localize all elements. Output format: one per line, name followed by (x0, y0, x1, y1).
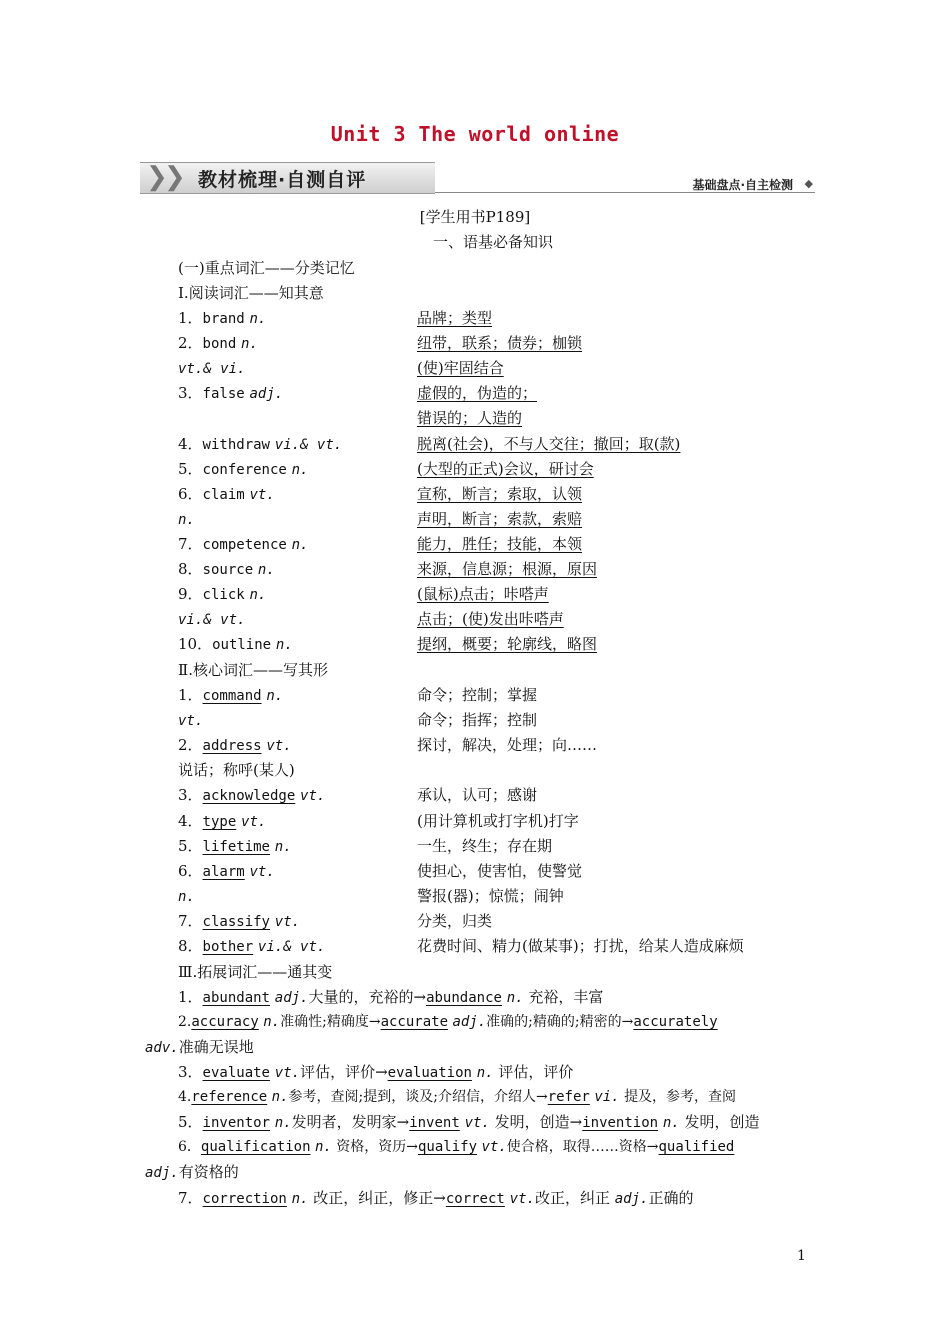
vocab-term (178, 607, 245, 632)
word: claim (202, 486, 245, 503)
part-of-speech: n. (275, 637, 293, 654)
part-of-speech: vt. (249, 486, 275, 503)
meaning: 提纲，概要；轮廓线，略图 (417, 635, 598, 654)
word: accuracy (191, 1014, 259, 1030)
vocab-row (0, 884, 950, 908)
extend-line-2: 2.accuracy n.准确性;精确度→accurate adj.准确的;精确的;精密的→accurately (178, 1014, 718, 1030)
vocab-row (0, 582, 950, 606)
part-of-speech: adj. (249, 386, 284, 403)
vocab-term: 6．alarm vt. (178, 861, 275, 880)
word: refer (547, 1089, 590, 1105)
part-of-speech: n. (249, 311, 267, 327)
diamond-icon: ◆ (804, 177, 813, 190)
part-of-speech: n. (249, 587, 267, 604)
vocab-term: 1．brand n. (178, 309, 267, 327)
banner-title: 教材梳理·自测自评 (198, 169, 367, 191)
vocab-term (178, 884, 195, 909)
chevron-right-icon: ❯ (164, 162, 186, 192)
book-reference: [学生用书P189] (419, 208, 531, 226)
section-banner (140, 160, 815, 194)
word: command (202, 688, 262, 704)
word: correct (445, 1191, 505, 1207)
word: correction (202, 1191, 287, 1207)
vocab-term: 3．false adj. (178, 384, 284, 403)
vocab-term: 3．acknowledge vt. (178, 786, 326, 805)
banner-subtitle: 基础盘点·自主检测 (692, 178, 793, 192)
meaning: 点击；(使)发出咔嗒声 (417, 610, 564, 629)
word: outline (212, 637, 272, 654)
meaning: 宣称，断言；索取，认领 (417, 484, 583, 503)
page-number: 1 (797, 1248, 806, 1264)
meaning: (用计算机或打字机)打字 (417, 811, 579, 830)
vocab-term: 7．classify vt. (178, 911, 301, 930)
vocab-term: 5．conference n. (178, 459, 309, 478)
vocab-row (0, 406, 950, 430)
vocab-row (0, 381, 950, 405)
vocab-row (0, 783, 950, 807)
vocab-term (178, 708, 203, 733)
word: invent (409, 1115, 460, 1131)
word: bond (202, 336, 237, 353)
part-of-speech: n. (241, 336, 258, 353)
vocab-term (178, 356, 245, 381)
part-of-speech: vt. (178, 713, 204, 730)
vocab-row (0, 909, 950, 933)
vocab-term: 8．source n. (178, 560, 275, 578)
vocab-row (0, 809, 950, 833)
meaning: (大型的正式)会议，研讨会 (417, 459, 594, 478)
part-of-speech: vi.& vt. (178, 612, 246, 629)
vocab-row (0, 432, 950, 456)
extend-line-7: 7．correction n. 改正，纠正，修正→correct vt.改正，纠正 adj.正确的 (178, 1189, 694, 1207)
meaning: 命令；指挥；控制 (417, 711, 538, 730)
extend-heading: Ⅲ.拓展词汇——通其变 (178, 963, 333, 981)
part-of-speech: vt. (300, 788, 326, 805)
extend-line-6-cont: adj.有资格的 (145, 1163, 239, 1181)
meaning: 警报(器)；惊慌；闹钟 (417, 886, 564, 905)
extend-line-2-cont: adv.准确无误地 (145, 1038, 254, 1056)
vocab-row (0, 934, 950, 958)
vocab-row (0, 708, 950, 732)
word: abundance (426, 990, 502, 1006)
word: acknowledge (202, 788, 296, 805)
vocab-row (0, 532, 950, 556)
meaning: (使)牢固结合 (417, 359, 504, 378)
part-of-speech: n. (178, 511, 195, 528)
word: competence (202, 536, 287, 553)
meaning: 一生，终生；存在期 (417, 836, 553, 855)
vocab-row (0, 306, 950, 330)
meaning: 声明，断言；索款，索赔 (417, 509, 583, 528)
vocab-term: 8．bother vi.& vt. (178, 937, 326, 955)
meaning: 纽带，联系；债券；枷锁 (417, 334, 583, 353)
page-title: Unit 3 The world online (330, 122, 620, 146)
meaning: 来源，信息源；根源，原因 (417, 560, 598, 578)
part-of-speech: vt. (241, 813, 267, 830)
part-of-speech: vt. (274, 913, 301, 930)
word: click (202, 587, 245, 604)
part-of-speech: n. (291, 461, 309, 478)
word: evaluate (202, 1065, 270, 1081)
chevron-right-icon: ❯ (146, 162, 168, 192)
vocab-term: 2．bond n. (178, 334, 258, 353)
part-of-speech: vt.& vi. (178, 361, 246, 378)
vocab-row (0, 607, 950, 631)
word: evaluation (387, 1065, 472, 1081)
word: accurately (633, 1014, 718, 1030)
vocab-row (0, 356, 950, 380)
meaning: 虚假的，伪造的； (417, 384, 538, 403)
word: type (202, 813, 237, 830)
vocab-row (0, 683, 950, 707)
vocab-term: 9．click n. (178, 585, 267, 604)
part-heading: (一)重点词汇——分类记忆 (178, 259, 355, 277)
meaning-continued: 说话；称呼(某人) (178, 761, 295, 780)
vocab-term: 4．type vt. (178, 811, 267, 830)
extend-line-5: 5．inventor n.发明者，发明家→invent vt. 发明，创造→invention n. 发明，创造 (178, 1113, 760, 1131)
word: accurate (380, 1014, 448, 1030)
vocab-row (0, 482, 950, 506)
word: qualify (418, 1139, 478, 1155)
word: address (202, 738, 262, 755)
part-of-speech: n. (266, 688, 284, 704)
meaning: 能力，胜任；技能，本领 (417, 534, 583, 553)
vocab-row (0, 834, 950, 858)
word: qualification (200, 1139, 311, 1155)
vocab-term: 7．competence n. (178, 534, 309, 553)
word: reference (191, 1089, 268, 1105)
part-of-speech: vt. (249, 863, 275, 880)
word: alarm (202, 863, 245, 880)
meaning: 承认，认可；感谢 (417, 786, 538, 805)
core-heading: Ⅱ.核心词汇——写其形 (178, 661, 328, 679)
part-of-speech: n. (178, 888, 195, 905)
extend-line-1: 1．abundant adj.大量的，充裕的→abundance n. 充裕，丰富 (178, 988, 604, 1006)
word: abundant (202, 990, 270, 1006)
meaning: 品牌；类型 (417, 309, 493, 327)
vocab-term: 6．claim vt. (178, 484, 275, 503)
word: qualified (658, 1139, 735, 1155)
word: classify (202, 913, 270, 930)
vocab-term: 5．lifetime n. (178, 836, 292, 855)
vocab-row (0, 632, 950, 656)
extend-line-6: 6．qualification n. 资格，资历→qualify vt.使合格，取得……资格→qualified (178, 1139, 735, 1155)
word: withdraw (202, 436, 270, 453)
meaning: 错误的；人造的 (417, 409, 523, 428)
meaning: 分类，归类 (417, 911, 493, 930)
vocab-term: 4．withdraw vi.& vt. (178, 434, 343, 453)
section-heading: 一、语基必备知识 (432, 233, 553, 251)
word: false (202, 386, 245, 403)
meaning: (鼠标)点击；咔嗒声 (417, 585, 549, 604)
vocab-row (0, 457, 950, 481)
part-of-speech: vi.& vt. (257, 939, 326, 955)
extend-line-3: 3．evaluate vt.评估，评价→evaluation n. 评估，评价 (178, 1063, 574, 1081)
part-of-speech: vi.& vt. (274, 436, 343, 453)
word: inventor (202, 1115, 270, 1131)
part-of-speech: vt. (266, 738, 292, 755)
vocab-row (0, 557, 950, 581)
part-of-speech: n. (274, 838, 292, 855)
part-of-speech: n. (291, 536, 309, 553)
vocab-row (0, 859, 950, 883)
meaning: 花费时间、精力(做某事)；打扰，给某人造成麻烦 (417, 937, 744, 955)
extend-line-4: 4.reference n.参考，查阅;提到，谈及;介绍信，介绍人→refer vi. 提及，参考，查阅 (178, 1089, 737, 1105)
vocab-row (0, 331, 950, 355)
word: source (202, 562, 254, 578)
vocab-term (178, 507, 195, 532)
word: invention (582, 1115, 659, 1131)
meaning: 命令；控制；掌握 (417, 686, 538, 704)
part-of-speech: n. (257, 562, 275, 578)
vocab-row (0, 758, 950, 782)
word: conference (202, 461, 287, 478)
vocab-term: 2．address vt. (178, 736, 292, 755)
word: lifetime (202, 838, 270, 855)
word: brand (202, 311, 245, 327)
meaning: 使担心，使害怕，使警觉 (417, 861, 583, 880)
vocab-term: 10．outline n. (178, 635, 293, 654)
vocab-term: 1．command n. (178, 686, 284, 704)
meaning: 脱离(社会)，不与人交往；撤回；取(款) (417, 434, 681, 453)
meaning: 探讨，解决，处理；向…… (417, 736, 598, 755)
vocab-row (0, 507, 950, 531)
word: bother (202, 939, 254, 955)
vocab-row (0, 733, 950, 757)
reading-heading: Ⅰ.阅读词汇——知其意 (178, 284, 324, 302)
